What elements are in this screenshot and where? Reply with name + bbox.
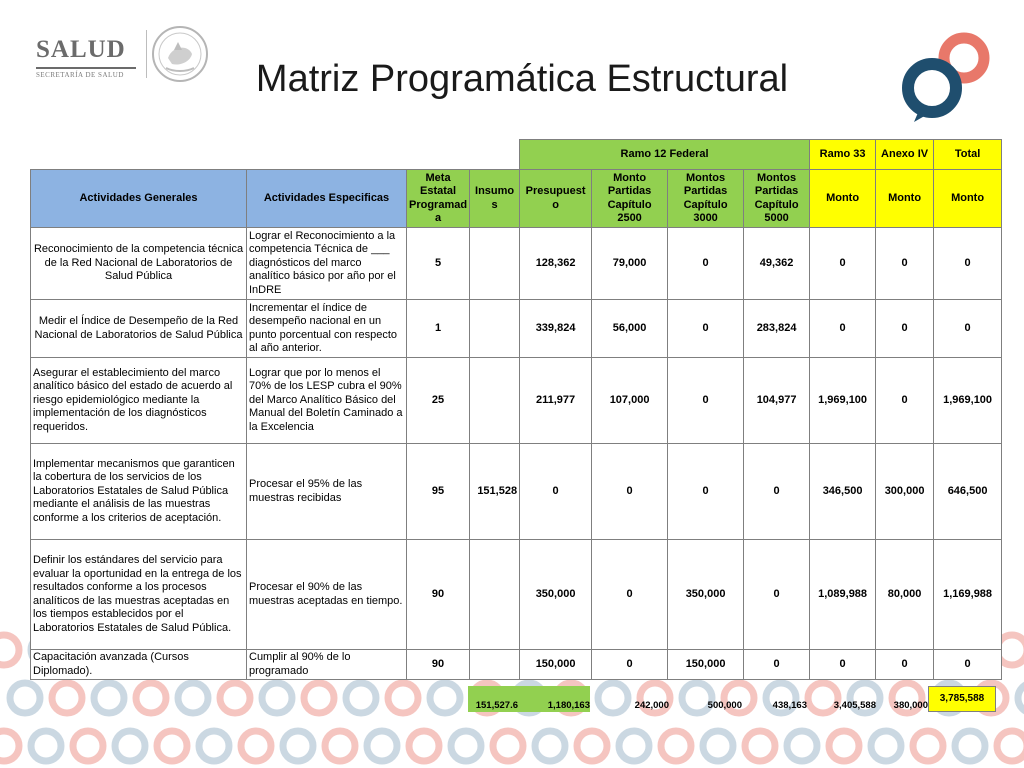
decorative-ring	[325, 731, 355, 761]
group-header-row	[31, 140, 1002, 170]
decorative-ring	[955, 731, 985, 761]
cell-actividad-especifica: Lograr el Reconocimiento a la competencia Técnica de ___ diagnósticos del marco analítico básico por año por el InDRE	[247, 228, 407, 300]
blank-cell	[31, 140, 520, 170]
col-presupuesto: Presupuest o	[520, 170, 592, 228]
decorative-ring	[73, 731, 103, 761]
decorative-ring	[535, 731, 565, 761]
grand-total: 3,785,588	[928, 686, 996, 712]
group-anexo: Anexo IV	[876, 140, 934, 170]
decorative-ring	[157, 731, 187, 761]
decorative-ring	[31, 731, 61, 761]
decorative-ring	[577, 731, 607, 761]
cell-meta: 95	[407, 444, 470, 540]
col-monto-ramo33: Monto	[810, 170, 876, 228]
col-capitulo-3000: Montos Partidas Capítulo 3000	[668, 170, 744, 228]
decorative-ring	[871, 731, 901, 761]
decorative-ring	[745, 731, 775, 761]
cell-total: 0	[934, 650, 1002, 680]
cell-actividad-general: Medir el Índice de Desempeño de la Red Nacional de Laboratorios de Salud Pública	[31, 300, 247, 358]
table-row	[31, 228, 1002, 300]
table-row	[31, 650, 1002, 680]
salud-logo-subtitle: SECRETARÍA DE SALUD	[36, 71, 124, 79]
cell-actividad-especifica: Cumplir al 90% de lo programado	[247, 650, 407, 680]
decorative-ring	[241, 731, 271, 761]
col-meta: Meta Estatal Programad a	[407, 170, 470, 228]
decorative-ring	[913, 731, 943, 761]
cell-anexo: 300,000	[876, 444, 934, 540]
col-insumos: Insumo s	[470, 170, 520, 228]
cell-actividad-general: Reconocimiento de la competencia técnica de la Red Nacional de Laboratorios de Salud Pública	[31, 228, 247, 300]
decorative-ring	[661, 731, 691, 761]
cell-actividad-general: Definir los estándares del servicio para evaluar la oportunidad en la entrega de los resultados conforme a los procesos analíticos de las muestras aceptadas en los tiempos establecidos por el Laboratorios Estatales de Salud Pública.	[31, 540, 247, 650]
col-monto-total: Monto	[934, 170, 1002, 228]
cell-capitulo-5000: 283,824	[744, 300, 810, 358]
col-capitulo-2500: Monto Partidas Capítulo 2500	[592, 170, 668, 228]
col-monto-anexo: Monto	[876, 170, 934, 228]
group-ramo12: Ramo 12 Federal	[520, 140, 810, 170]
cell-capitulo-3000: 0	[668, 444, 744, 540]
cell-actividad-especifica: Lograr que por lo menos el 70% de los LESP cubra el 90% del Marco Analítico Básico del Manual del Boletín Caminado a la Excelencia	[247, 358, 407, 444]
table-row	[31, 444, 1002, 540]
cell-meta: 5	[407, 228, 470, 300]
decorative-ring	[409, 731, 439, 761]
table-row	[31, 540, 1002, 650]
cell-actividad-especifica: Incrementar el índice de desempeño nacional en un punto porcentual con respecto al año anterior.	[247, 300, 407, 358]
cell-capitulo-3000: 0	[668, 300, 744, 358]
cell-meta: 90	[407, 650, 470, 680]
cell-ramo33: 1,969,100	[810, 358, 876, 444]
cell-capitulo-2500: 107,000	[592, 358, 668, 444]
decorative-ring	[115, 731, 145, 761]
cell-meta: 25	[407, 358, 470, 444]
cell-actividad-especifica: Procesar el 95% de las muestras recibidas	[247, 444, 407, 540]
salud-logo-word: SALUD	[36, 36, 126, 63]
cell-insumos	[470, 228, 520, 300]
cell-total: 646,500	[934, 444, 1002, 540]
cell-capitulo-5000: 104,977	[744, 358, 810, 444]
cell-meta: 90	[407, 540, 470, 650]
cell-insumos	[470, 358, 520, 444]
cell-insumos	[470, 300, 520, 358]
decorative-ring	[997, 731, 1024, 761]
programmatic-matrix-table	[30, 139, 1002, 680]
cell-presupuesto: 128,362	[520, 228, 592, 300]
cell-presupuesto: 211,977	[520, 358, 592, 444]
cell-capitulo-5000: 49,362	[744, 228, 810, 300]
cell-actividad-general: Asegurar el establecimiento del marco analítico básico del estado de acuerdo al riesgo epidemiológico mediante la implementación de los diagnósticos requeridos.	[31, 358, 247, 444]
cell-presupuesto: 350,000	[520, 540, 592, 650]
decorative-ring	[703, 731, 733, 761]
table-row	[31, 300, 1002, 358]
group-ramo33: Ramo 33	[810, 140, 876, 170]
cell-capitulo-3000: 0	[668, 228, 744, 300]
cell-ramo33: 0	[810, 228, 876, 300]
total-anexo: 380,000	[893, 700, 928, 711]
decorative-ring	[829, 731, 859, 761]
cell-meta: 1	[407, 300, 470, 358]
group-total: Total	[934, 140, 1002, 170]
cell-capitulo-5000: 0	[744, 540, 810, 650]
cell-total: 0	[934, 300, 1002, 358]
total-capitulo-2500: 242,000	[634, 700, 669, 711]
cell-capitulo-3000: 150,000	[668, 650, 744, 680]
decorative-ring	[199, 731, 229, 761]
total-presupuesto: 1,180,163	[547, 700, 590, 711]
totals-row	[0, 686, 1024, 712]
decorative-ring	[787, 731, 817, 761]
cell-insumos: 151,528	[470, 444, 520, 540]
cell-anexo: 0	[876, 358, 934, 444]
cell-ramo33: 0	[810, 650, 876, 680]
cell-capitulo-3000: 0	[668, 358, 744, 444]
decorative-ring	[451, 731, 481, 761]
cell-actividad-general: Implementar mecanismos que garanticen la cobertura de los servicios de los Laboratorios Estatales de Salud Pública mediante el análisis de las muestras conforme a los criterios de aceptación.	[31, 444, 247, 540]
cell-ramo33: 0	[810, 300, 876, 358]
col-capitulo-5000: Montos Partidas Capítulo 5000	[744, 170, 810, 228]
cell-ramo33: 346,500	[810, 444, 876, 540]
cell-anexo: 0	[876, 650, 934, 680]
cell-capitulo-3000: 350,000	[668, 540, 744, 650]
cell-actividad-general: Capacitación avanzada (Cursos Diplomado).	[31, 650, 247, 680]
col-actividades-especificas: Actividades Especificas	[247, 170, 407, 228]
cell-capitulo-2500: 56,000	[592, 300, 668, 358]
cell-anexo: 80,000	[876, 540, 934, 650]
cell-total: 1,969,100	[934, 358, 1002, 444]
col-actividades-generales: Actividades Generales	[31, 170, 247, 228]
total-capitulo-3000: 500,000	[707, 700, 742, 711]
cell-capitulo-5000: 0	[744, 650, 810, 680]
decorative-ring	[367, 731, 397, 761]
cell-ramo33: 1,089,988	[810, 540, 876, 650]
cell-capitulo-2500: 0	[592, 650, 668, 680]
cell-presupuesto: 339,824	[520, 300, 592, 358]
cell-capitulo-2500: 0	[592, 444, 668, 540]
cell-anexo: 0	[876, 228, 934, 300]
cell-insumos	[470, 650, 520, 680]
total-ramo33: 3,405,588	[833, 700, 876, 711]
decorative-ring	[0, 731, 19, 761]
cell-actividad-especifica: Procesar el 90% de las muestras aceptadas en tiempo.	[247, 540, 407, 650]
column-header-row	[31, 170, 1002, 228]
cell-presupuesto: 150,000	[520, 650, 592, 680]
page-title: Matriz Programática Estructural	[255, 58, 789, 100]
cell-insumos	[470, 540, 520, 650]
cell-capitulo-2500: 0	[592, 540, 668, 650]
decorative-ring	[0, 635, 19, 665]
cell-capitulo-5000: 0	[744, 444, 810, 540]
cell-total: 1,169,988	[934, 540, 1002, 650]
total-insumos: 151,527.6	[475, 700, 518, 711]
decorative-ring	[619, 731, 649, 761]
cell-capitulo-2500: 79,000	[592, 228, 668, 300]
table-row	[31, 358, 1002, 444]
total-capitulo-5000: 438,163	[772, 700, 807, 711]
cell-total: 0	[934, 228, 1002, 300]
decorative-ring	[493, 731, 523, 761]
decorative-ring	[283, 731, 313, 761]
cell-presupuesto: 0	[520, 444, 592, 540]
cell-anexo: 0	[876, 300, 934, 358]
